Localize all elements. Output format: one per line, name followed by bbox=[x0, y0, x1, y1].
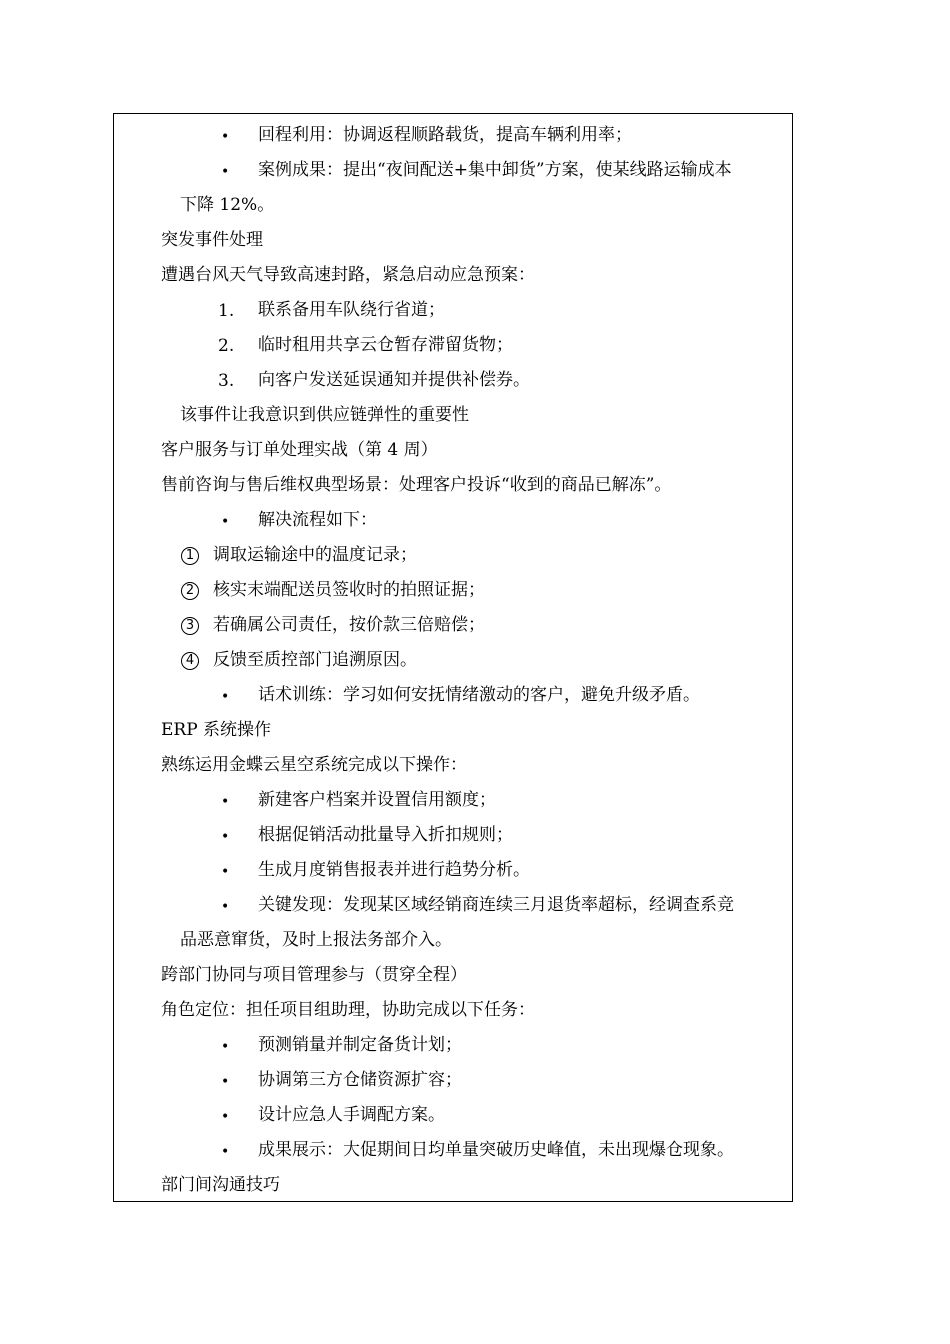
text-line: 售前咨询与售后维权典型场景：处理客户投诉“收到的商品已解冻”。 bbox=[161, 475, 672, 495]
text-line: 关键发现：发现某区域经销商连续三月退货率超标，经调查系竞 bbox=[258, 895, 734, 915]
list-number: 2. bbox=[218, 336, 235, 356]
bullet: • bbox=[221, 689, 230, 705]
text-line: 案例成果：提出“夜间配送+集中卸货”方案，使某线路运输成本 bbox=[258, 160, 732, 180]
text-line: 生成月度销售报表并进行趋势分析。 bbox=[258, 860, 530, 880]
text-line: 话术训练：学习如何安抚情绪激动的客户，避免升级矛盾。 bbox=[258, 685, 700, 705]
text-line: 该事件让我意识到供应链弹性的重要性 bbox=[180, 405, 469, 425]
bullet: • bbox=[221, 794, 230, 810]
text-line: 若确属公司责任，按价款三倍赔偿； bbox=[213, 615, 485, 635]
text-line: 设计应急人手调配方案。 bbox=[258, 1105, 445, 1125]
text-line: 根据促销活动批量导入折扣规则； bbox=[258, 825, 513, 845]
text-line: 熟练运用金蝶云星空系统完成以下操作： bbox=[161, 755, 467, 775]
section-heading: ERP 系统操作 bbox=[161, 720, 272, 740]
bullet: • bbox=[221, 1144, 230, 1160]
bullet: • bbox=[221, 1039, 230, 1055]
text-line: 成果展示：大促期间日均单量突破历史峰值，未出现爆仓现象。 bbox=[258, 1140, 734, 1160]
circled-number: 4 bbox=[181, 652, 199, 670]
section-heading: 跨部门协同与项目管理参与（贯穿全程） bbox=[161, 965, 467, 985]
section-heading: 突发事件处理 bbox=[161, 230, 263, 250]
bullet: • bbox=[221, 829, 230, 845]
text-line: 向客户发送延误通知并提供补偿券。 bbox=[258, 370, 530, 390]
circled-number: 1 bbox=[181, 547, 199, 565]
bullet: • bbox=[221, 129, 230, 145]
text-line: 回程利用：协调返程顺路载货，提高车辆利用率； bbox=[258, 125, 632, 145]
text-line: 解决流程如下： bbox=[258, 510, 377, 530]
text-line: 核实末端配送员签收时的拍照证据； bbox=[213, 580, 485, 600]
bullet: • bbox=[221, 164, 230, 180]
section-heading: 客户服务与订单处理实战（第 4 周） bbox=[161, 440, 438, 460]
list-number: 1. bbox=[218, 301, 235, 321]
bullet: • bbox=[221, 899, 230, 915]
text-line: 协调第三方仓储资源扩容； bbox=[258, 1070, 462, 1090]
bullet: • bbox=[221, 1109, 230, 1125]
text-line: 反馈至质控部门追溯原因。 bbox=[213, 650, 417, 670]
circled-number: 2 bbox=[181, 582, 199, 600]
bullet: • bbox=[221, 864, 230, 880]
text-line: 临时租用共享云仓暂存滞留货物； bbox=[258, 335, 513, 355]
section-heading: 部门间沟通技巧 bbox=[161, 1175, 280, 1195]
bullet: • bbox=[221, 514, 230, 530]
bullet: • bbox=[221, 1074, 230, 1090]
text-line: 下降 12%。 bbox=[180, 195, 275, 215]
text-line: 新建客户档案并设置信用额度； bbox=[258, 790, 496, 810]
text-line: 调取运输途中的温度记录； bbox=[213, 545, 417, 565]
text-line: 品恶意窜货，及时上报法务部介入。 bbox=[180, 930, 452, 950]
text-line: 联系备用车队绕行省道； bbox=[258, 300, 445, 320]
text-line: 角色定位：担任项目组助理，协助完成以下任务： bbox=[161, 1000, 535, 1020]
circled-number: 3 bbox=[181, 617, 199, 635]
text-line: 遭遇台风天气导致高速封路，紧急启动应急预案： bbox=[161, 265, 535, 285]
text-line: 预测销量并制定备货计划； bbox=[258, 1035, 462, 1055]
list-number: 3. bbox=[218, 371, 235, 391]
